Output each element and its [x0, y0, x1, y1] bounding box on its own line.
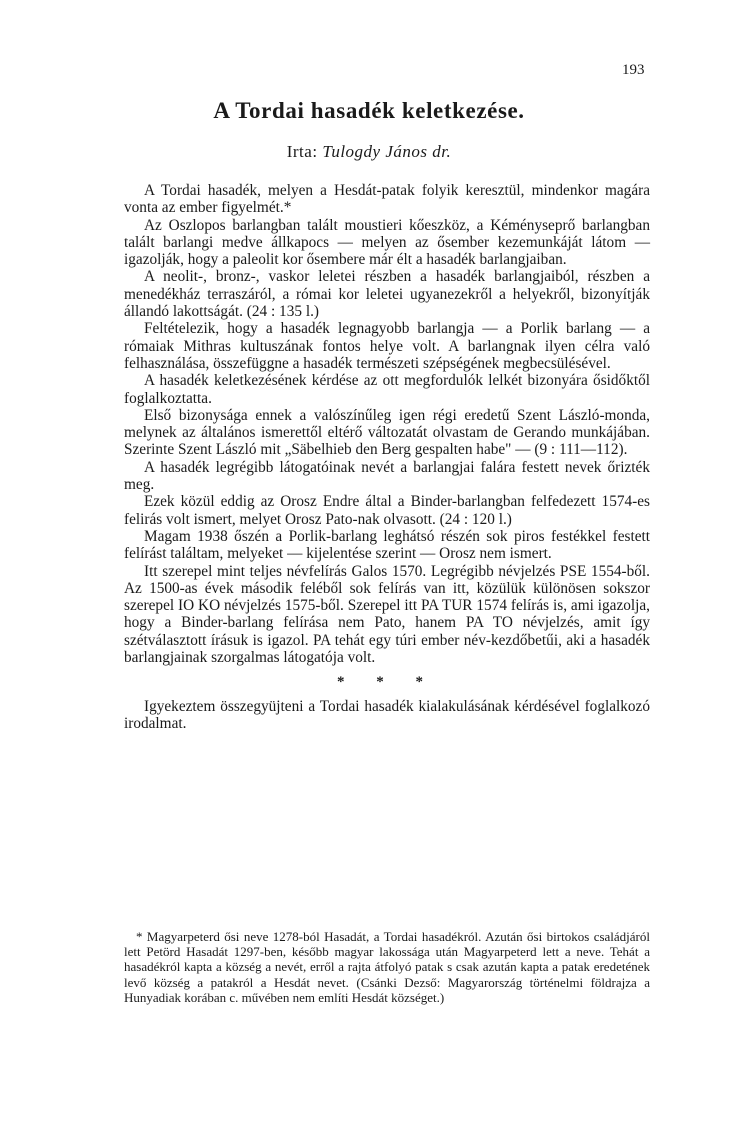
paragraph: A hasadék legrégibb látogatóinak nevét a barlangjai falára festett nevek őrizték meg.	[124, 458, 650, 494]
page-number: 193	[622, 62, 645, 78]
byline-prefix: Irta:	[286, 142, 318, 161]
footnote-text: * Magyarpeterd ősi neve 1278-ból Hasadát, a Tordai hasadékról. Azután ősi birtokos családjáról lett Petörd Hasadát 1297-ben, később magyar lakossága után Magyarpeterd lett a neve. Tehát a hasadékról kapta a község a nevét, erről a rajta átfolyó patak s csak azután kapta a patak eredetének levő község a patakról a Hesdát nevet. (Csánki Dezső: Magyarország történelmi földrajza a Hunyadiak korában c. művében nem említi Hesdát községet.)	[124, 929, 650, 1005]
paragraph: A neolit-, bronz-, vaskor leletei részben a hasadék barlangjaiból, részben a menedékház terraszáról, a római kor leletei ugyanezekről a helyekről, bizonyítják állandó lakottságát. (24 : 135 l.)	[124, 268, 650, 321]
byline-author: Tulogdy János dr.	[322, 142, 452, 161]
paragraph: Az Oszlopos barlangban talált moustieri kőeszköz, a Kéményseprő barlangban talált barlangi medve állkapocs — melyen az ősember kezemunkáját látom — igazolják, hogy a paleolit kor ősembere már élt a hasadék barlangjaiban.	[124, 216, 650, 269]
closing-paragraph: Igyekeztem összegyüjteni a Tordai hasadék kialakulásának kérdésével foglalkozó irodalmat.	[124, 697, 650, 732]
article-body	[124, 182, 650, 732]
paragraph: Feltételezik, hogy a hasadék legnagyobb barlangja — a Porlik barlang — a rómaiak Mithras kultuszának fontos helye volt. A barlangnak ilyen célra való felhasználása, összefüggne a hasadék természeti szépségének megbecsülésével.	[124, 320, 650, 372]
byline	[0, 142, 738, 162]
paragraph: Itt szerepel mint teljes névfelírás Galos 1570. Legrégibb névjelzés PSE 1554-ből. Az 1500-as évek második feléből sok felírás van itt, közülük különösen sokszor szerepel IO KO névjelzés 1575-ből. Szerepel itt PA TUR 1574 felírás is, ami igazolja, hogy a Binder-barlang felírása nem Pato, hanem PA TO névjelzés, amit így szétválasztott írásuk is igazol. PA tehát egy túri ember név-kezdőbetűi, aki a hasadék barlangjainak szorgalmas látogatója volt.	[124, 562, 650, 667]
paragraph: Első bizonysága ennek a valószínűleg igen régi eredetű Szent László-monda, melynek az általános ismerettől eltérő változatát olvastam de Gerando munkájában. Szerinte Szent László mit „Säbelhieb den Berg gespalten habe" — (9 : 111—112).	[124, 406, 650, 459]
paragraph: A hasadék keletkezésének kérdése az ott megfordulók lelkét bizonyára ősidőktől foglalkoztatta.	[124, 372, 650, 407]
footnote	[124, 929, 650, 1005]
paragraph: Magam 1938 őszén a Porlik-barlang leghátsó részén sok piros festékkel festett felírást találtam, melyeket — kijelentése szerint — Orosz nem ismert.	[124, 527, 650, 563]
section-separator: * * *	[337, 674, 437, 691]
page-title: A Tordai hasadék keletkezése.	[213, 98, 525, 123]
paragraph: A Tordai hasadék, melyen a Hesdát-patak folyik keresztül, mindenkor magára vonta az ember figyelmét.*	[124, 182, 650, 217]
paragraph: Ezek közül eddig az Orosz Endre által a Binder-barlangban felfedezett 1574-es felirás volt ismert, melyet Orosz Pato-nak olvasott. (24 : 120 l.)	[124, 493, 650, 528]
